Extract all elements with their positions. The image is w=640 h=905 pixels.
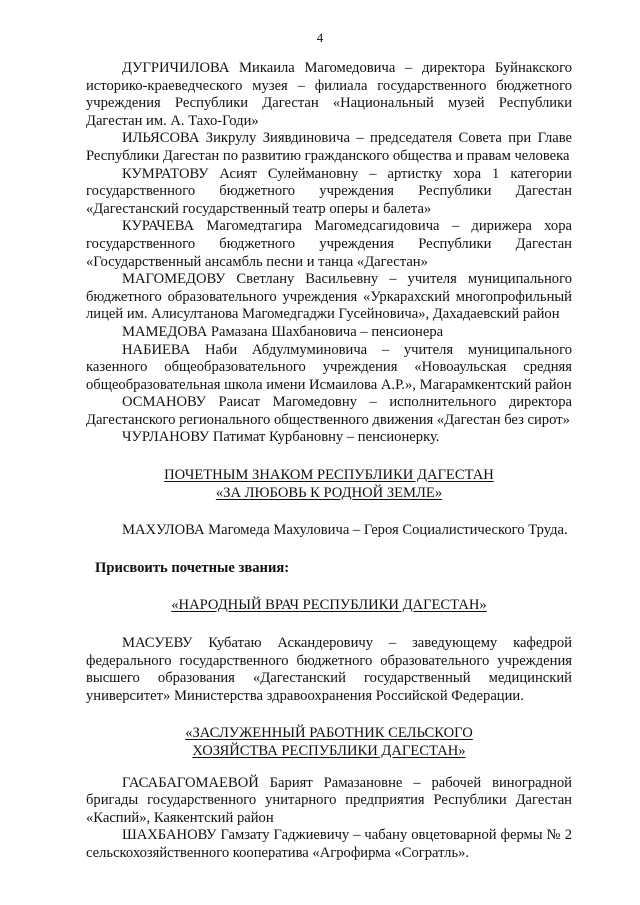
- awardee-entry: ИЛЬЯСОВА Зикрулу Зиявдиновича – председателя Совета при Главе Республики Дагестан по развитию гражданского общества и правам человека: [86, 130, 572, 164]
- awardee-entry: КУРАЧЕВА Магомедтагира Магомедсагидовича – дирижера хора государственного бюджетного учреждения Республики Дагестан «Государственный ансамбль песни и танца «Дагестан»: [86, 218, 572, 270]
- section-heading-love-sub: «ЗА ЛЮБОВЬ К РОДНОЙ ЗЕМЛЕ»: [215, 484, 443, 501]
- section-heading-doctor: «НАРОДНЫЙ ВРАЧ РЕСПУБЛИКИ ДАГЕСТАН»: [171, 597, 487, 614]
- awardee-entry: МАМЕДОВА Рамазана Шахбановича – пенсионера: [122, 323, 444, 340]
- awardee-entry: ГАСАБАГОМАЕВОЙ Барият Рамазановне – рабочей виноградной бригады государственного унитарного предприятия Республики Дагестан «Каспий», Каякентский район: [86, 774, 572, 826]
- awardee-entry: ДУГРИЧИЛОВА Микаила Магомедовича – директора Буйнакского историко-краеведческого музея – филиала государственного бюджетного учреждения Республики Дагестан «Национальный музей Республики Дагестан им. А. Тахо-Годи»: [86, 60, 572, 129]
- page-number: 4: [316, 30, 324, 45]
- assign-titles-heading: Присвоить почетные звания:: [95, 559, 290, 576]
- awardee-entry: МАХУЛОВА Магомеда Махуловича – Героя Социалистического Труда.: [122, 522, 568, 539]
- awardee-entry: МАГОМЕДОВУ Светлану Васильевну – учителя муниципального бюджетного образовательного учреждения «Уркарахский многопрофильный лицей им. Алисултанова Магомедгаджи Гусейновича», Дахадаевский район: [86, 271, 572, 323]
- section-heading-agri: «ЗАСЛУЖЕННЫЙ РАБОТНИК СЕЛЬСКОГО: [185, 725, 473, 742]
- awardee-entry: МАСУЕВУ Кубатаю Аскандеровичу – заведующему кафедрой федерального государственного бюджетного образовательного учреждения высшего образования «Дагестанский государственный медицинский университет» Министерства здравоохранения Российской Федерации.: [86, 635, 572, 704]
- awardee-entry: ЧУРЛАНОВУ Патимат Курбановну – пенсионерку.: [122, 429, 440, 446]
- awardee-entry: КУМРАТОВУ Асият Сулеймановну – артистку хора 1 категории государственного бюджетного учреждения Республики Дагестан «Дагестанский государственный театр оперы и балета»: [86, 165, 572, 217]
- section-heading-agri-sub: ХОЗЯЙСТВА РЕСПУБЛИКИ ДАГЕСТАН»: [192, 743, 466, 759]
- document-body: [86, 60, 572, 863]
- awardee-entry: НАБИЕВА Наби Абдулмуминовича – учителя муниципального казенного общеобразовательного учреждения «Новоаульская средняя общеобразовательная школа имени Исмаилова А.Р.», Магарамкентский район: [86, 341, 572, 393]
- awardee-entry: ОСМАНОВУ Раисат Магомедовну – исполнительного директора Дагестанского регионального общественного движения «Дагестан без сирот»: [86, 394, 572, 428]
- section-heading-love: ПОЧЕТНЫМ ЗНАКОМ РЕСПУБЛИКИ ДАГЕСТАН: [164, 467, 494, 484]
- awardee-entry: ШАХБАНОВУ Гамзату Гаджиевичу – чабану овцетоварной фермы № 2 сельскохозяйственного кооператива «Агрофирма «Согратль».: [86, 827, 572, 861]
